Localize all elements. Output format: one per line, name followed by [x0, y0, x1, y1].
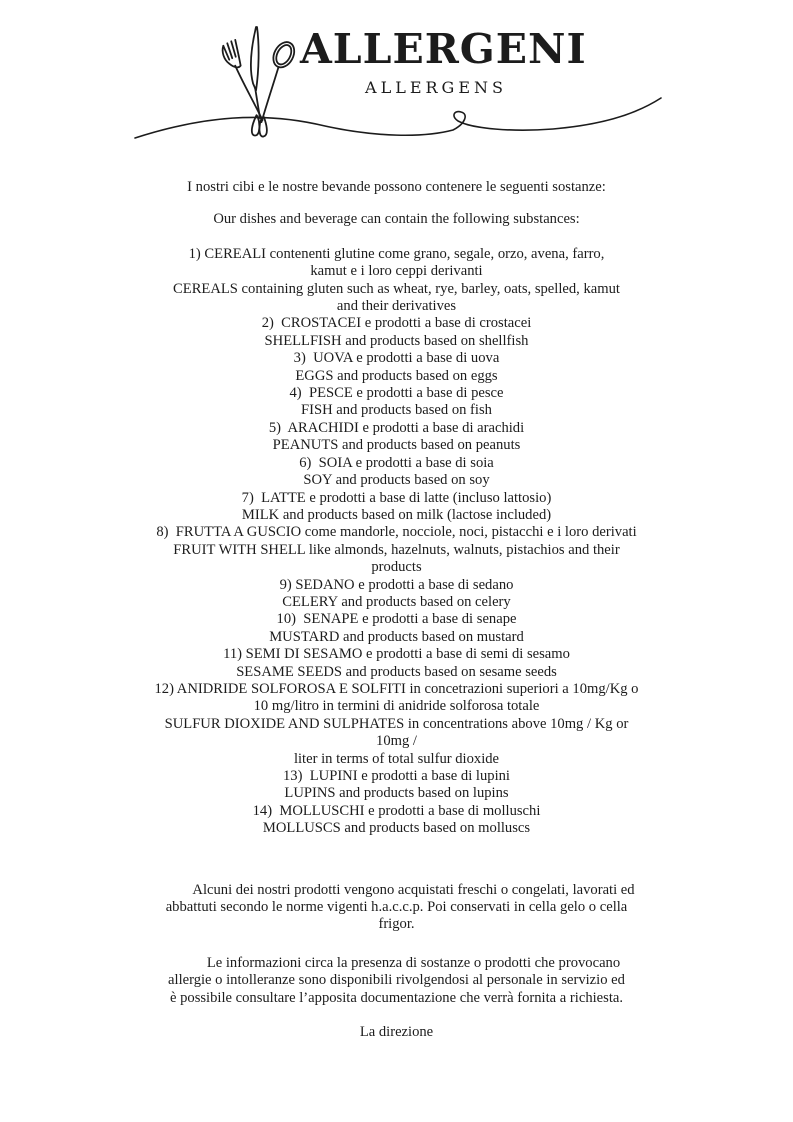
allergen-list-line: CELERY and products based on celery [282, 593, 511, 610]
allergen-list-line: LUPINS and products based on lupins [284, 785, 509, 802]
allergen-list-line: 2) CROSTACEI e prodotti a base di crostacei [261, 315, 532, 332]
note-storage-line: Alcuni dei nostri prodotti vengono acquistati freschi o congelati, lavorati ed [192, 881, 635, 898]
allergen-list-line: PEANUTS and products based on peanuts [272, 437, 521, 454]
page-title: ALLERGENI [300, 25, 587, 73]
allergen-list-line: FRUIT WITH SHELL like almonds, hazelnuts, walnuts, pistachios and their [173, 541, 620, 558]
allergen-list-line: products [371, 559, 422, 576]
allergen-list-line: liter in terms of total sulfur dioxide [293, 750, 500, 767]
allergen-list-line: 1) CEREALI contenenti glutine come grano, segale, orzo, avena, farro, [188, 245, 605, 262]
note-info-line: Le informazioni circa la presenza di sostanze o prodotti che provocano [206, 954, 621, 971]
note-storage [0, 882, 793, 934]
allergen-list-line: EGGS and products based on eggs [295, 367, 498, 384]
allergen-list-line: MILK and products based on milk (lactose included) [241, 506, 552, 523]
signature: La direzione [359, 1024, 434, 1041]
allergen-list-line: CEREALS containing gluten such as wheat, rye, barley, oats, spelled, kamut [173, 280, 620, 297]
intro-english: Our dishes and beverage can contain the following substances: [213, 211, 580, 228]
note-info-line: allergie o intolleranze sono disponibili rivolgendosi al personale in servizio ed [168, 972, 625, 989]
allergen-list-line: 11) SEMI DI SESAMO e prodotti a base di semi di sesamo [223, 646, 570, 663]
allergen-list-line: 10 mg/litro in termini di anidride solforosa totale [253, 698, 540, 715]
allergen-list [0, 246, 793, 838]
allergen-list-line: SHELLFISH and products based on shellfish [264, 332, 529, 349]
allergen-list-line: 10) SENAPE e prodotti a base di senape [276, 611, 517, 628]
header [0, 0, 793, 150]
allergen-list-line: 6) SOIA e prodotti a base di soia [299, 454, 494, 471]
allergen-list-line: 8) FRUTTA A GUSCIO come mandorle, nocciole, noci, pistacchi e i loro derivati [156, 524, 637, 541]
allergen-list-line: MOLLUSCS and products based on molluscs [262, 820, 531, 837]
allergen-list-line: 3) UOVA e prodotti a base di uova [293, 350, 500, 367]
allergen-list-line: 13) LUPINI e prodotti a base di lupini [283, 768, 510, 784]
allergen-list-line: MUSTARD and products based on mustard [269, 628, 524, 645]
allergen-list-line: 12) ANIDRIDE SOLFOROSA E SOLFITI in concetrazioni superiori a 10mg/Kg o [154, 680, 639, 697]
decorative-swash-line [132, 96, 666, 148]
allergen-list-line: 7) LATTE e prodotti a base di latte (incluso lattosio) [241, 489, 552, 506]
note-info [0, 955, 793, 1007]
note-storage-line: abbattuti secondo le norme vigenti h.a.c.c.p. Poi conservati in cella gelo o cella [165, 899, 628, 916]
allergen-list-line: and their derivatives [336, 298, 457, 315]
allergen-list-line: kamut e i loro ceppi derivanti [310, 263, 483, 280]
header-titles [300, 25, 587, 97]
allergen-list-line: SULFUR DIOXIDE AND SULPHATES in concentrations above 10mg / Kg or [164, 715, 629, 732]
note-info-line: è possibile consultare l’apposita documentazione che verrà fornita a richiesta. [169, 989, 624, 1006]
allergen-list-line: 14) MOLLUSCHI e prodotti a base di molluschi [252, 802, 541, 819]
allergen-list-line: 10mg / [376, 733, 417, 750]
note-storage-line: frigor. [378, 916, 415, 933]
allergen-list-line: 4) PESCE e prodotti a base di pesce [289, 385, 504, 402]
allergen-list-line: FISH and products based on fish [301, 402, 492, 419]
allergen-list-line: SOY and products based on soy [303, 472, 490, 489]
allergen-list-line: 5) ARACHIDI e prodotti a base di arachidi [268, 419, 525, 436]
intro-italian: I nostri cibi e le nostre bevande possono contenere le seguenti sostanze: [187, 179, 606, 195]
document-body [0, 179, 793, 1041]
page-subtitle: ALLERGENS [365, 78, 507, 97]
allergen-list-line: 9) SEDANO e prodotti a base di sedano [279, 576, 514, 593]
allergen-list-line: SESAME SEEDS and products based on sesame seeds [236, 663, 557, 680]
